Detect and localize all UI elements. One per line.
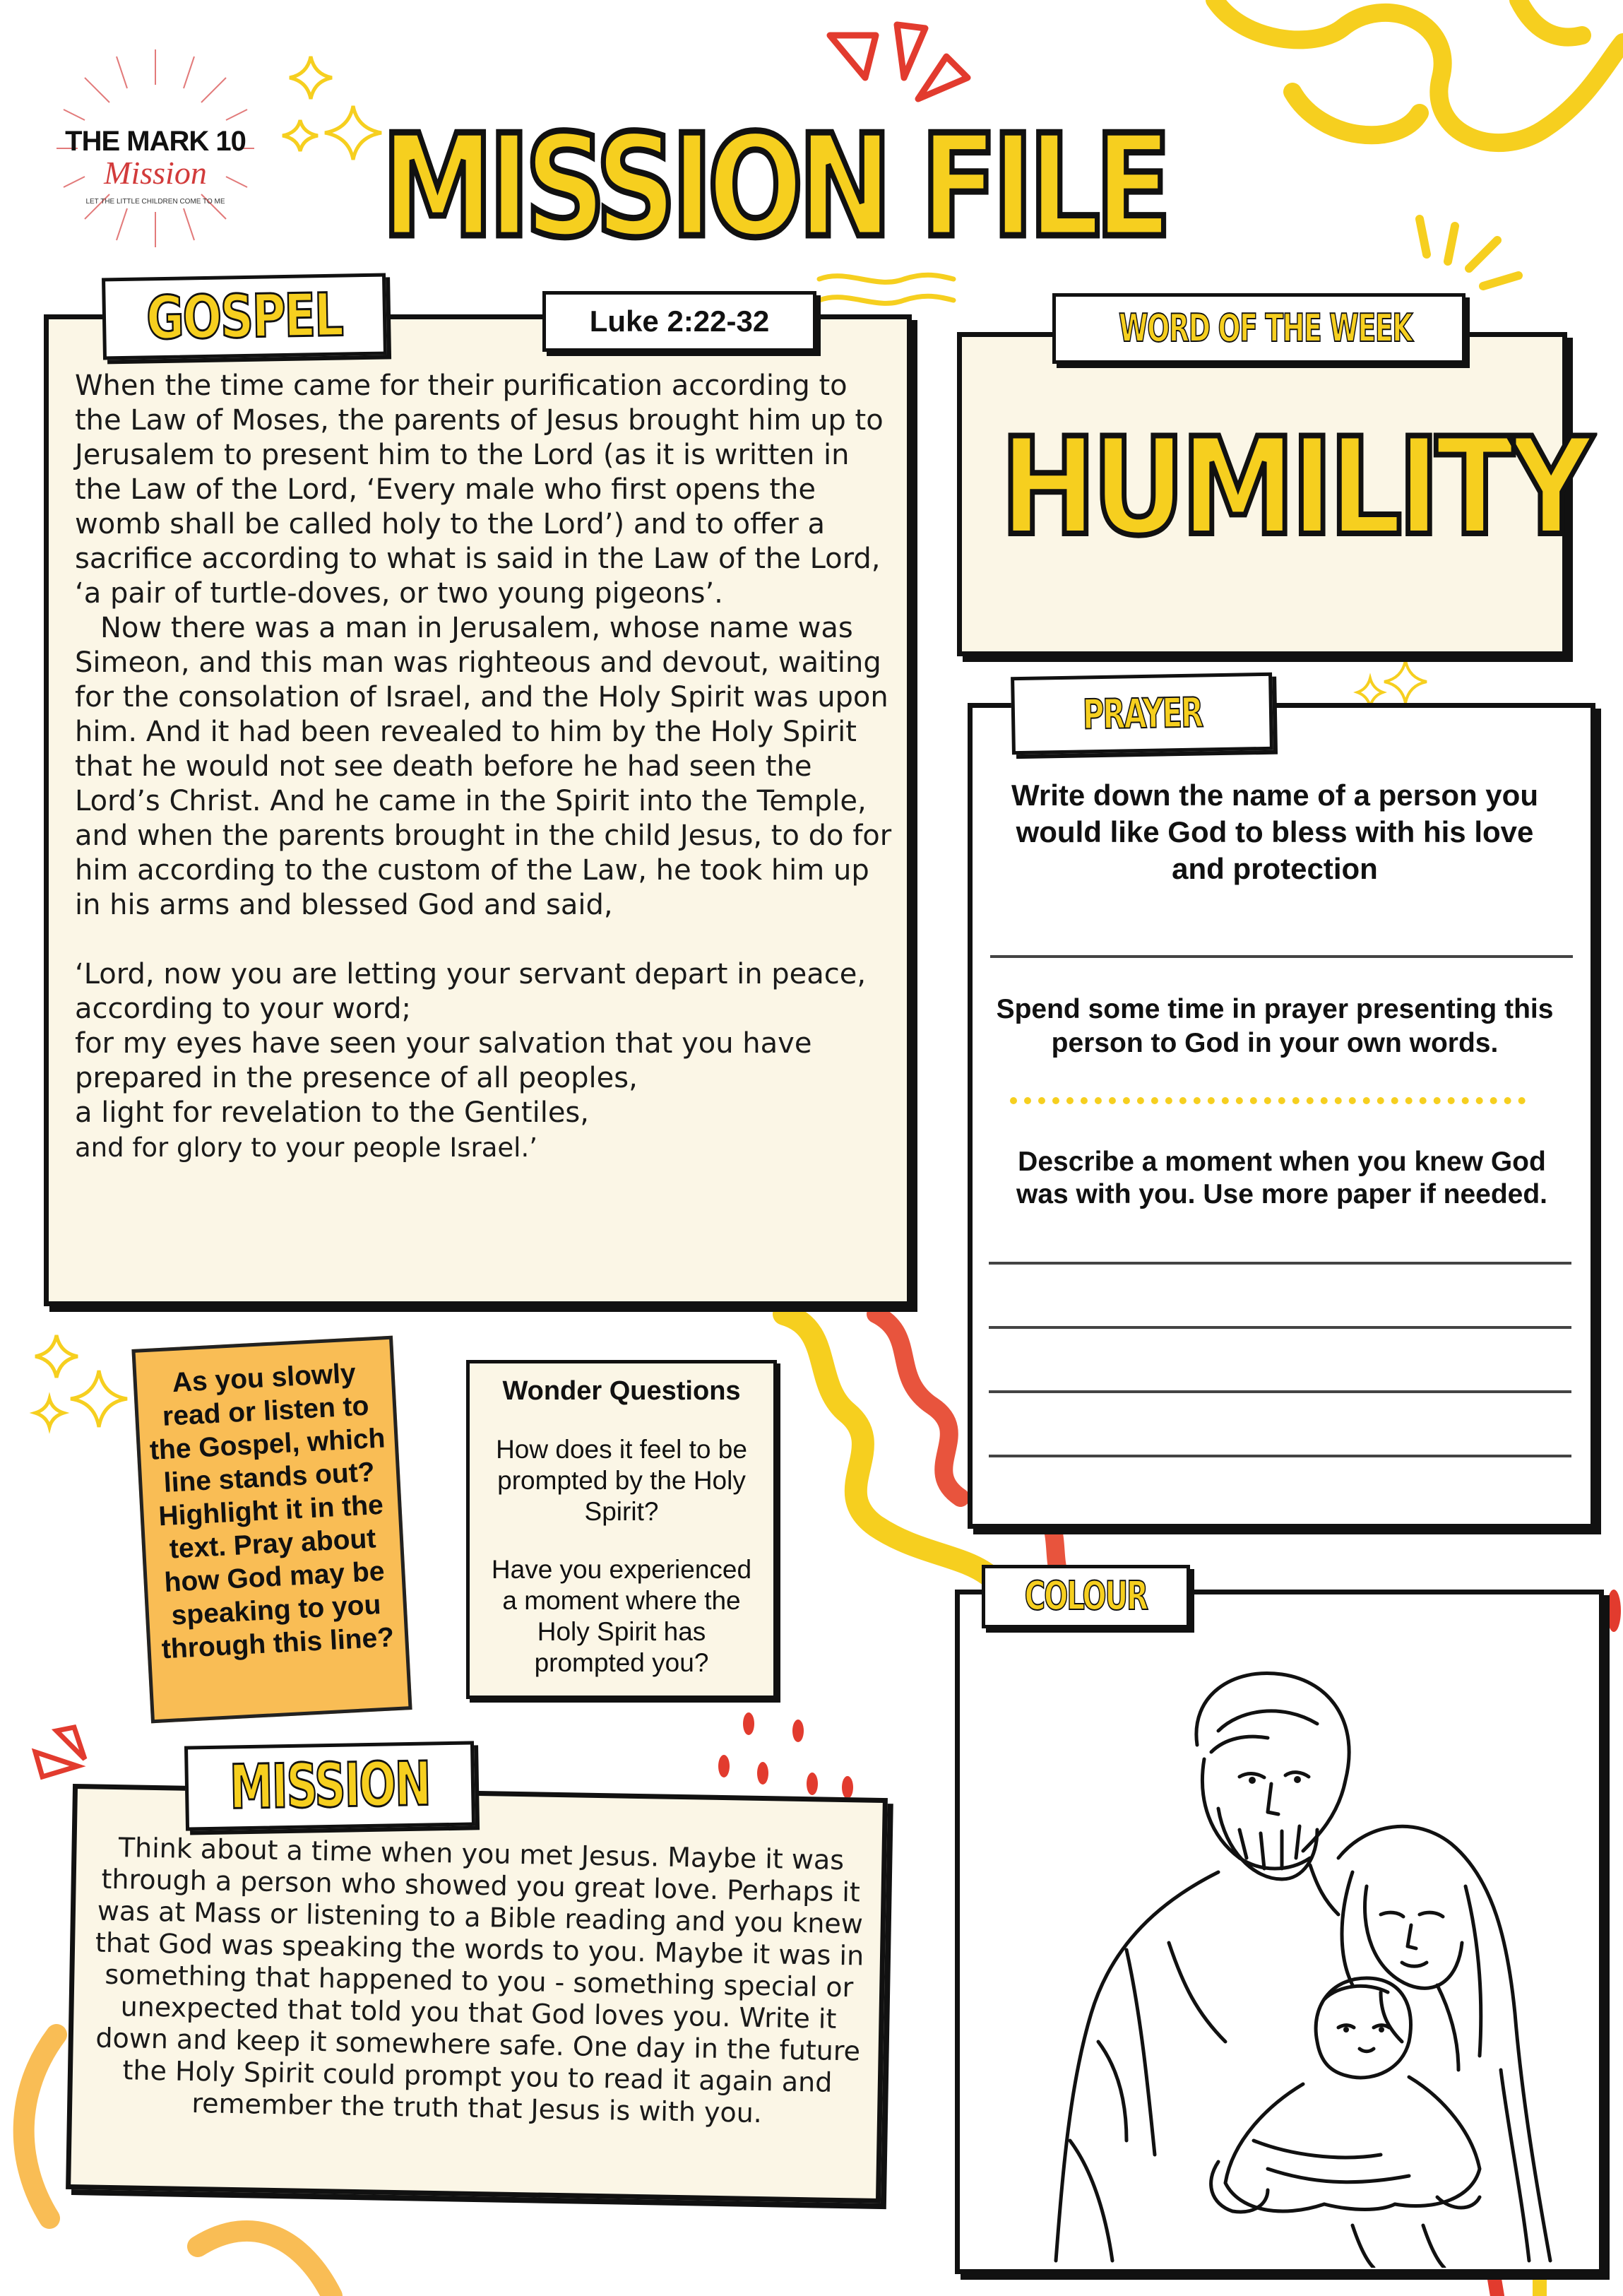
- gospel-paragraph: [75, 923, 894, 957]
- prayer-prompt-present: Spend some time in prayer presenting this person to God in your own words.: [996, 994, 1554, 1058]
- sparkles-prayer: [1357, 661, 1427, 706]
- prayer-write-line: [989, 1262, 1571, 1265]
- word-of-week-tab: [1052, 293, 1466, 364]
- gospel-verse: ‘Lord, now you are letting your servant depart in peace,: [75, 958, 867, 990]
- gospel-text: [75, 369, 894, 1165]
- prayer-tab: [1011, 673, 1273, 755]
- dotted-divider: [1010, 1097, 1526, 1104]
- prayer-write-line: [990, 955, 1573, 958]
- gospel-paragraph: Now there was a man in Jerusalem, whose name was Simeon, and this man was righteous and devout, waiting for the consolation of Israel, and the Holy Spirit was upon him. And it had been revealed to him by the Holy Spirit that he would not see death before he had seen the Lord’s Christ. And he came in the Spirit into the Temple, and when the parents brought in the child Jesus, to do for him according to the custom of the Law, he took him up in his arms and blessed God and said,: [75, 612, 892, 921]
- yellow-wave-under-title: [819, 275, 953, 303]
- prayer-prompt-describe: Describe a moment when you knew God was with you. Use more paper if needed.: [1016, 1147, 1548, 1209]
- wonder-question: How does it feel to be prompted by the Holy Spirit?: [496, 1435, 747, 1526]
- word-of-week-tab-label: WORD OF THE WEEK: [1118, 306, 1413, 350]
- logo-tagline: LET THE LITTLE CHILDREN COME TO ME: [85, 198, 225, 206]
- page-title: MISSION FILE: [381, 105, 1167, 269]
- sparkles-top-left: [283, 57, 381, 160]
- wonder-question: Have you experienced a moment where the Holy Spirit has prompted you?: [491, 1555, 752, 1677]
- yellow-squiggle-top-right: [1215, 0, 1623, 143]
- mission-text: Think about a time when you met Jesus. Maybe it was through a person who showed you great love. Perhaps it was at Mass or listening to a Bible reading and you knew that God was speaking the words to you. Maybe it was in something that happened to you - something special or unexpected that told you that God loves you. Write it down and keep it somewhere safe. One day in the future the Holy Spirit could prompt you to read it again and remember the truth that Jesus is with you.: [95, 1832, 864, 2129]
- mission-panel: [66, 1784, 888, 2203]
- colour-tab: [982, 1565, 1190, 1628]
- wonder-title: Wonder Questions: [502, 1376, 741, 1406]
- red-burst-left: [35, 1727, 85, 1777]
- gospel-tab: [102, 273, 387, 360]
- gospel-verse: for my eyes have seen your salvation that you have prepared in the presence of all peoples,: [75, 1027, 812, 1094]
- gospel-reference-box: [542, 291, 816, 352]
- yellow-ticks: [1420, 219, 1518, 286]
- gospel-paragraph: When the time came for their purification according to the Law of Moses, the parents of Jesus brought him up to Jerusalem to present him to the Lord (as it is written in the Law of the Lord, ‘Every male who first opens the womb shall be called holy to the Lord’) and to offer a sacrifice according to what is said in the Law of the Lord, ‘a pair of turtle-doves, or two young pigeons’.: [75, 369, 884, 610]
- gospel-verse: according to your word;: [75, 993, 411, 1025]
- reflection-sticky-note: [131, 1336, 412, 1724]
- gospel-verse: and for glory to your people Israel.’: [75, 1132, 537, 1163]
- logo: [49, 42, 261, 254]
- prayer-write-line: [989, 1326, 1571, 1329]
- prayer-write-line: [989, 1455, 1571, 1457]
- mission-tab-label: MISSION: [229, 1748, 431, 1823]
- gospel-verse: a light for revelation to the Gentiles,: [75, 1096, 589, 1129]
- sparkles-left: [35, 1335, 127, 1427]
- word-of-week: HUMILITY: [1000, 409, 1588, 565]
- logo-script: Mission: [104, 155, 207, 191]
- prayer-write-line: [989, 1390, 1571, 1393]
- gospel-reference: Luke 2:22-32: [589, 304, 770, 338]
- prayer-prompt-name: Write down the name of a person you would like God to bless with his love and protection: [1011, 779, 1538, 885]
- sticky-note-text: As you slowly read or listen to the Gospel, which line stands out? Highlight it in the text. Pray about how God may be speaking to you through this line?: [148, 1358, 395, 1665]
- logo-name: THE MARK 10: [65, 126, 246, 157]
- holy-family-illustration: [985, 1646, 1564, 2268]
- gospel-tab-label: GOSPEL: [145, 280, 343, 353]
- colour-tab-label: COLOUR: [1024, 1573, 1148, 1619]
- wonder-questions-box: [466, 1360, 777, 1699]
- red-burst-top: [830, 25, 968, 99]
- prayer-tab-label: PRAYER: [1081, 688, 1203, 739]
- mission-tab: [184, 1741, 475, 1830]
